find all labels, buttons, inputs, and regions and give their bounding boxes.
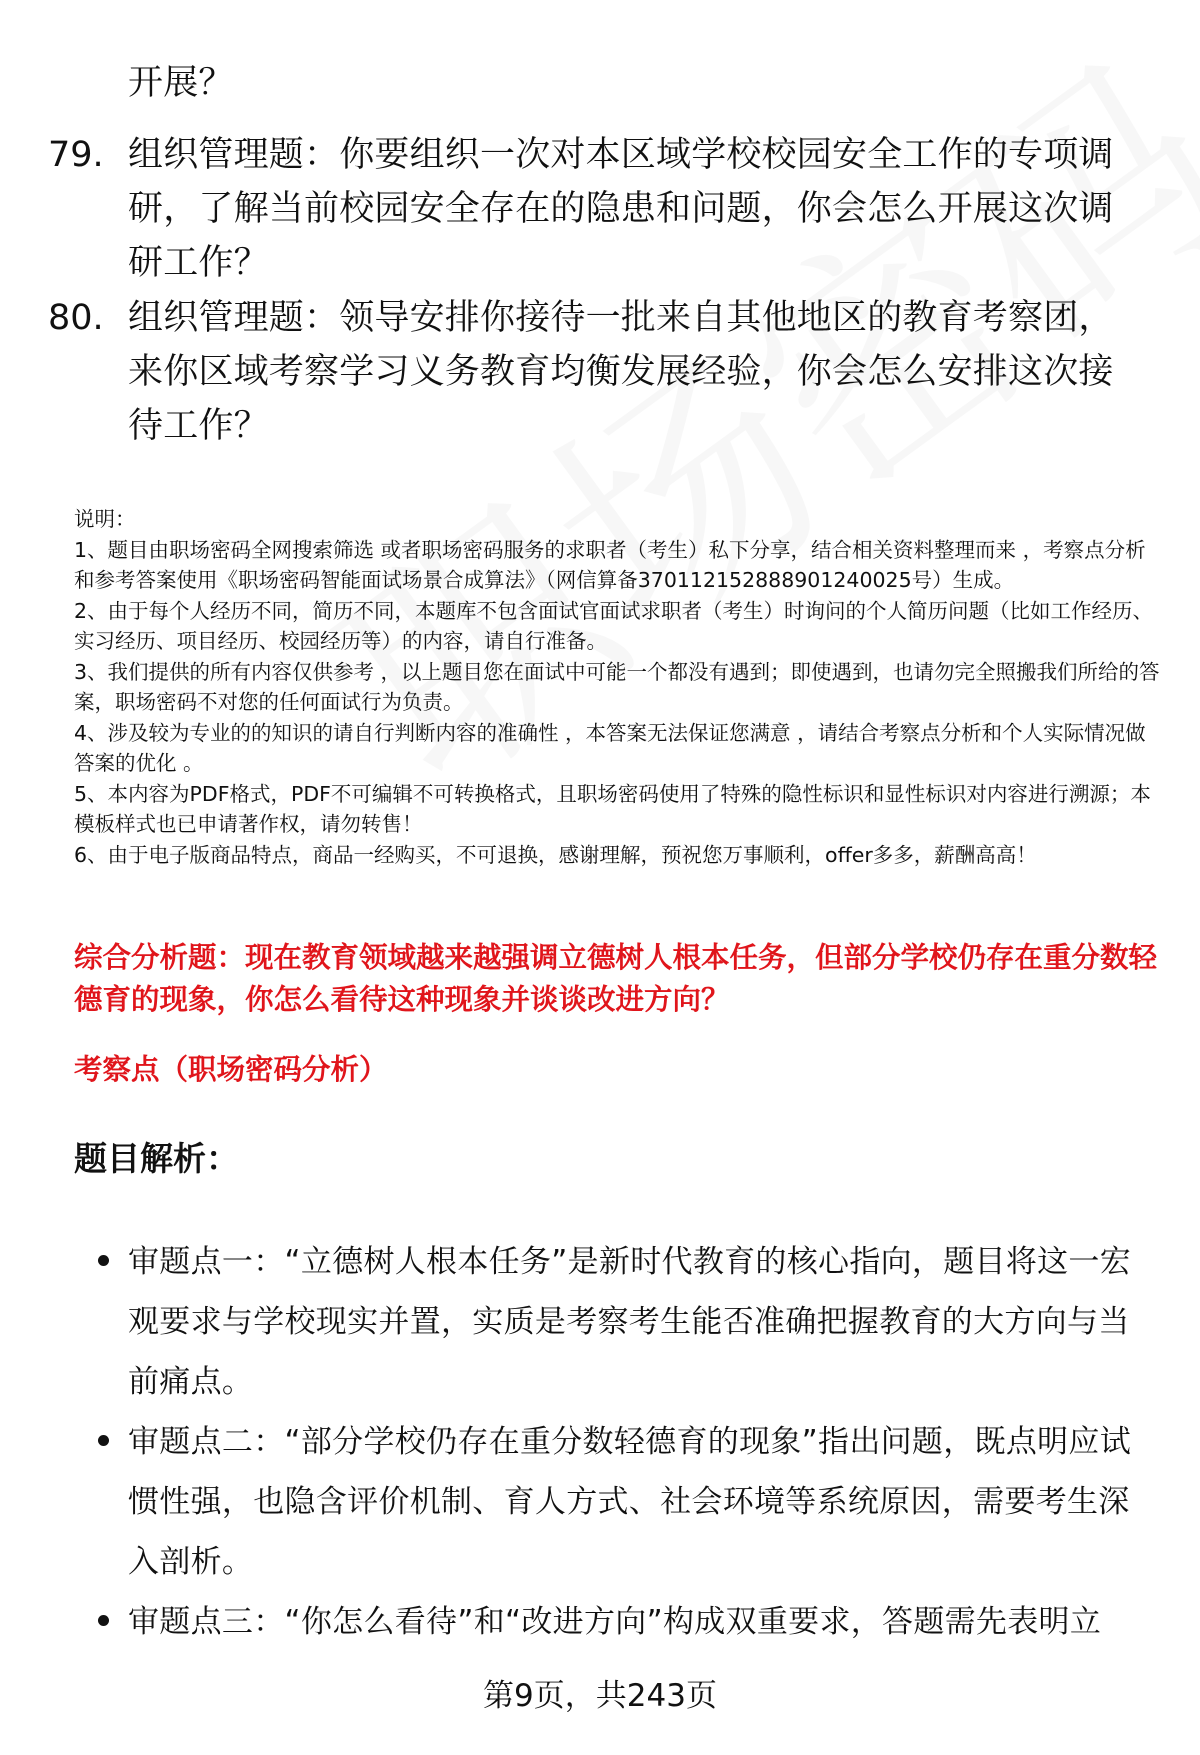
- note-item: 1、题目由职场密码全网搜索筛选 或者职场密码服务的求职者（考生）私下分享，结合相关资料整理而来 ，考察点分析和参考答案使用《职场密码智能面试场景合成算法》（网信算备370112152888901240025号）生成。: [74, 537, 1146, 592]
- list-item: [98, 1592, 1148, 1652]
- list-item-text: 审题点三：“你怎么看待”和“改进方向”构成双重要求，答题需先表明立: [128, 1604, 1102, 1640]
- bullet-icon: [98, 1435, 109, 1446]
- analysis-heading: 考察点（职场密码分析）: [74, 1053, 388, 1086]
- bullet-icon: [98, 1615, 109, 1626]
- question-79: [48, 128, 1138, 290]
- main-question: 综合分析题：现在教育领域越来越强调立德树人根本任务，但部分学校仍存在重分数轻德育的现象，你怎么看待这种现象并谈谈改进方向？: [74, 941, 1158, 1016]
- note-item: 4、涉及较为专业的的知识的请自行判断内容的准确性 ，本答案无法保证您满意 ，请结合考察点分析和个人实际情况做答案的优化 。: [74, 720, 1146, 775]
- note-item: 5、本内容为PDF格式，PDF不可编辑不可转换格式，且职场密码使用了特殊的隐性标识和显性标识对内容进行溯源；本模板样式也已申请著作权，请勿转售！: [74, 781, 1151, 836]
- question-number: 80.: [48, 298, 104, 338]
- list-item-text: 审题点二：“部分学校仍存在重分数轻德育的现象”指出问题，既点明应试惯性强，也隐含评价机制、育人方式、社会环境等系统原因，需要考生深入剖析。: [128, 1424, 1132, 1580]
- notes-block: [74, 504, 1164, 870]
- bullet-icon: [98, 1255, 109, 1266]
- page-number: 第9页，共243页: [483, 1678, 717, 1714]
- note-item: 6、由于电子版商品特点，商品一经购买，不可退换，感谢理解，预祝您万事顺利，offer多多，薪酬高高！: [74, 842, 1037, 867]
- list-item-text: 审题点一：“立德树人根本任务”是新时代教育的核心指向，题目将这一宏观要求与学校现实并置，实质是考察考生能否准确把握教育的大方向与当前痛点。: [128, 1244, 1132, 1400]
- question-text: 组织管理题：领导安排你接待一批来自其他地区的教育考察团，来你区域考察学习义务教育均衡发展经验，你会怎么安排这次接待工作？: [128, 298, 1114, 446]
- section-title: 题目解析：: [74, 1139, 239, 1178]
- question-continuation: 开展？: [128, 63, 234, 103]
- question-80: [48, 291, 1138, 453]
- question-text: 组织管理题：你要组织一次对本区域学校校园安全工作的专项调研，了解当前校园安全存在的隐患和问题，你会怎么开展这次调研工作？: [128, 135, 1114, 283]
- notes-title: 说明：: [74, 507, 136, 531]
- question-number: 79.: [48, 135, 104, 175]
- note-item: 3、我们提供的所有内容仅供参考 ，以上题目您在面试中可能一个都没有遇到；即使遇到，也请勿完全照搬我们所给的答案，职场密码不对您的任何面试行为负责。: [74, 659, 1160, 714]
- analysis-list: [98, 1232, 1148, 1652]
- note-item: 2、由于每个人经历不同，简历不同，本题库不包含面试官面试求职者（考生）时询问的个人简历问题（比如工作经历、实习经历、项目经历、校园经历等）的内容，请自行准备。: [74, 598, 1154, 653]
- page-footer: [0, 1676, 1200, 1716]
- list-item: [98, 1412, 1148, 1592]
- list-item: [98, 1232, 1148, 1412]
